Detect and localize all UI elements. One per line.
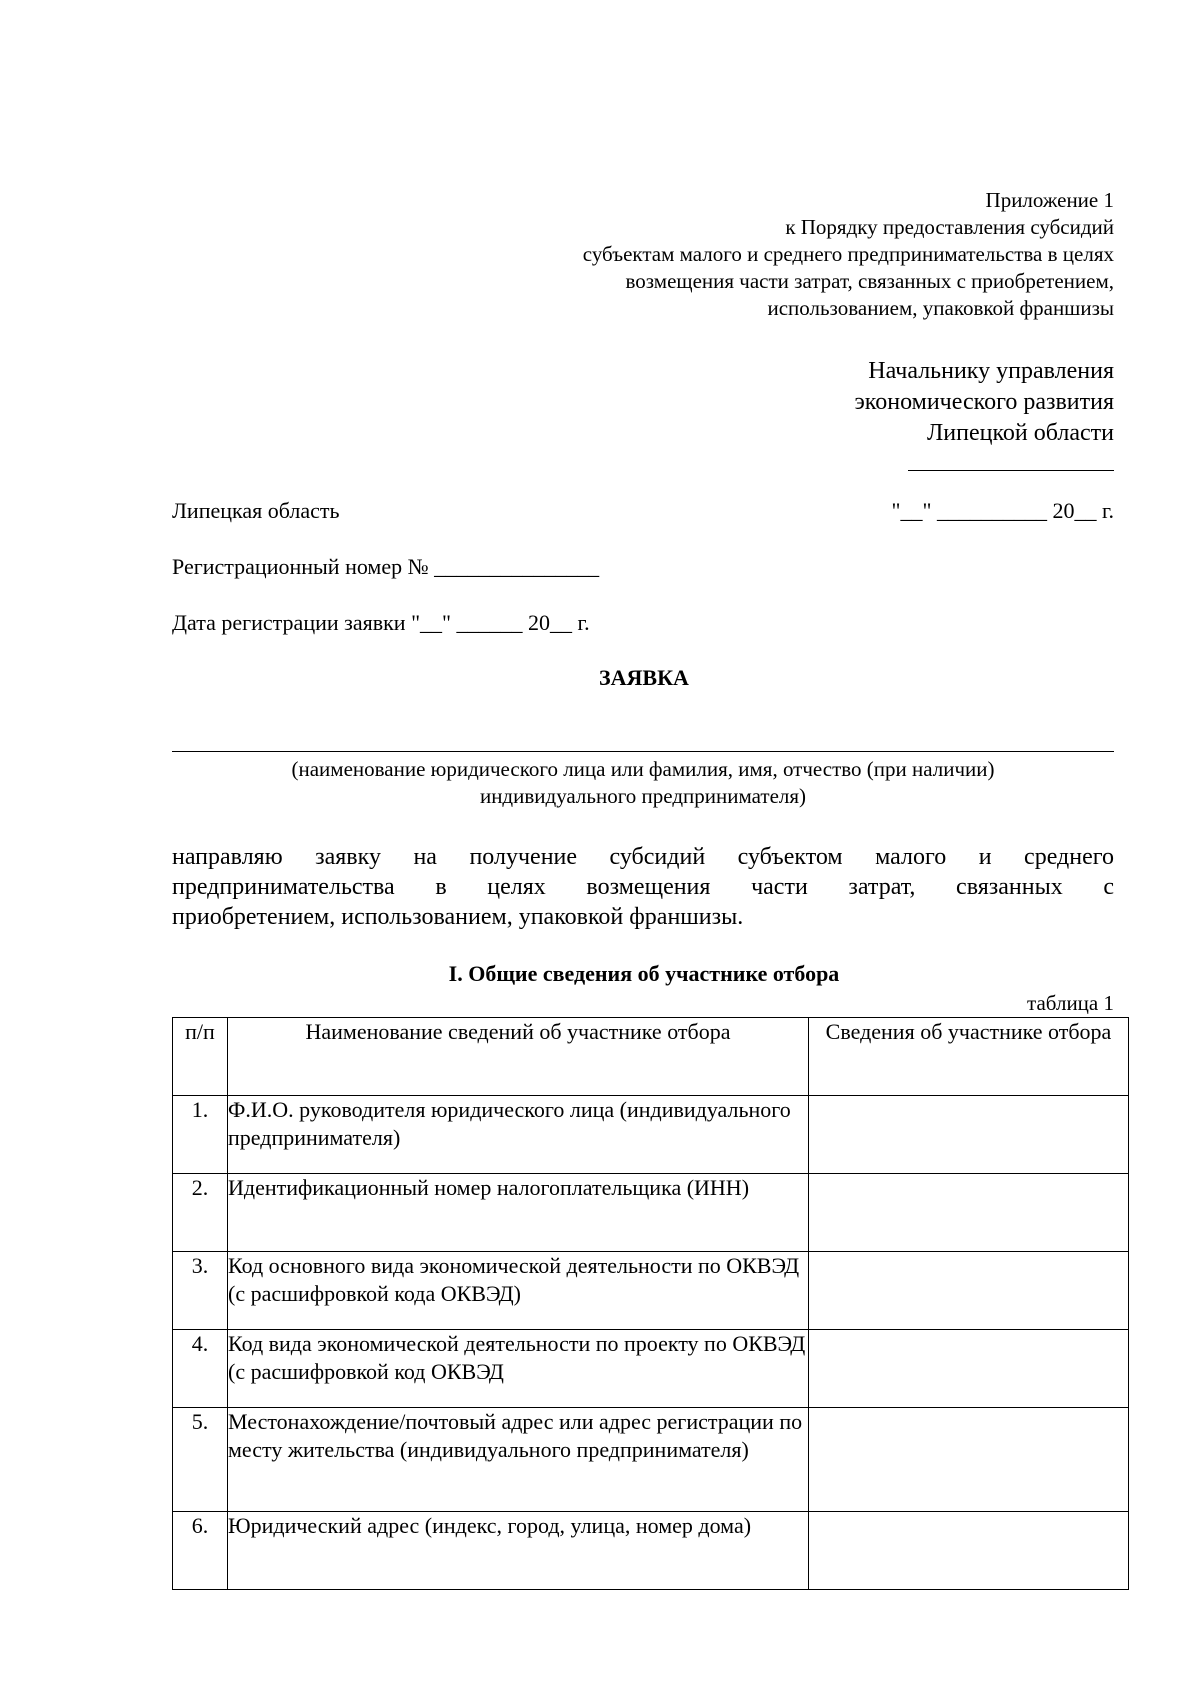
appendix-line: субъектам малого и среднего предпринимательства в целях: [582, 242, 1114, 266]
appendix-line: Приложение 1: [985, 188, 1114, 212]
row-value-cell[interactable]: [809, 1512, 1129, 1590]
table-caption: таблица 1: [1027, 991, 1114, 1015]
table-row: [173, 1096, 1129, 1174]
row-name: Код основного вида экономической деятельности по ОКВЭД (с расшифровкой кода ОКВЭД): [228, 1252, 809, 1330]
body-line: приобретением, использованием, упаковкой франшизы.: [172, 904, 744, 930]
row-value-cell[interactable]: [809, 1096, 1129, 1174]
body-line: предпринимательства в целях возмещения части затрат, связанных с: [172, 874, 1114, 900]
addressee-signature-line: [908, 470, 1114, 471]
region-label: Липецкая область: [172, 498, 340, 523]
caption-line: индивидуального предпринимателя): [479, 784, 807, 808]
appendix-block: [414, 187, 1114, 322]
row-num: 4.: [173, 1330, 228, 1408]
header-value: Сведения об участнике отбора: [809, 1018, 1129, 1096]
row-value-cell[interactable]: [809, 1252, 1129, 1330]
table-row: [173, 1174, 1129, 1252]
row-num: 5.: [173, 1408, 228, 1512]
row-value-cell[interactable]: [809, 1174, 1129, 1252]
header-num: п/п: [173, 1018, 228, 1096]
body-line: направляю заявку на получение субсидий субъектом малого и среднего: [172, 844, 1114, 870]
table-row: [173, 1252, 1129, 1330]
row-name: Идентификационный номер налогоплательщика (ИНН): [228, 1174, 809, 1252]
row-value-cell[interactable]: [809, 1330, 1129, 1408]
row-value-cell[interactable]: [809, 1408, 1129, 1512]
table-row: [173, 1512, 1129, 1590]
addressee-line: экономического развития: [854, 389, 1114, 415]
row-name: Юридический адрес (индекс, город, улица, номер дома): [228, 1512, 809, 1590]
table-row: [173, 1408, 1129, 1512]
section-title: I. Общие сведения об участнике отбора: [448, 961, 840, 986]
appendix-line: к Порядку предоставления субсидий: [785, 215, 1114, 239]
row-num: 6.: [173, 1512, 228, 1590]
header-name: Наименование сведений об участнике отбора: [228, 1018, 809, 1096]
appendix-line: возмещения части затрат, связанных с приобретением,: [625, 269, 1114, 293]
addressee-block: [614, 356, 1114, 449]
row-num: 3.: [173, 1252, 228, 1330]
date-field: "__" __________ 20__ г.: [891, 498, 1114, 523]
table-row: [173, 1330, 1129, 1408]
body-paragraph: [172, 842, 1114, 932]
addressee-line: Липецкой области: [927, 420, 1114, 446]
addressee-line: Начальнику управления: [868, 358, 1114, 384]
applicant-name-caption: [172, 756, 1114, 810]
caption-line: (наименование юридического лица или фамилия, имя, отчество (при наличии): [291, 757, 995, 781]
document-title: ЗАЯВКА: [599, 665, 689, 690]
registration-number: Регистрационный номер № _______________: [172, 554, 600, 579]
row-name: Ф.И.О. руководителя юридического лица (индивидуального предпринимателя): [228, 1096, 809, 1174]
registration-date: Дата регистрации заявки "__" ______ 20__ г.: [172, 610, 590, 635]
appendix-line: использованием, упаковкой франшизы: [767, 296, 1114, 320]
row-name: Местонахождение/почтовый адрес или адрес регистрации по месту жительства (индивидуального предпринимателя): [228, 1408, 809, 1512]
row-name: Код вида экономической деятельности по проекту по ОКВЭД (с расшифровкой код ОКВЭД: [228, 1330, 809, 1408]
row-num: 2.: [173, 1174, 228, 1252]
participant-info-table: [172, 1017, 1129, 1590]
row-num: 1.: [173, 1096, 228, 1174]
applicant-name-line: [172, 751, 1114, 752]
table-header-row: [173, 1018, 1129, 1096]
